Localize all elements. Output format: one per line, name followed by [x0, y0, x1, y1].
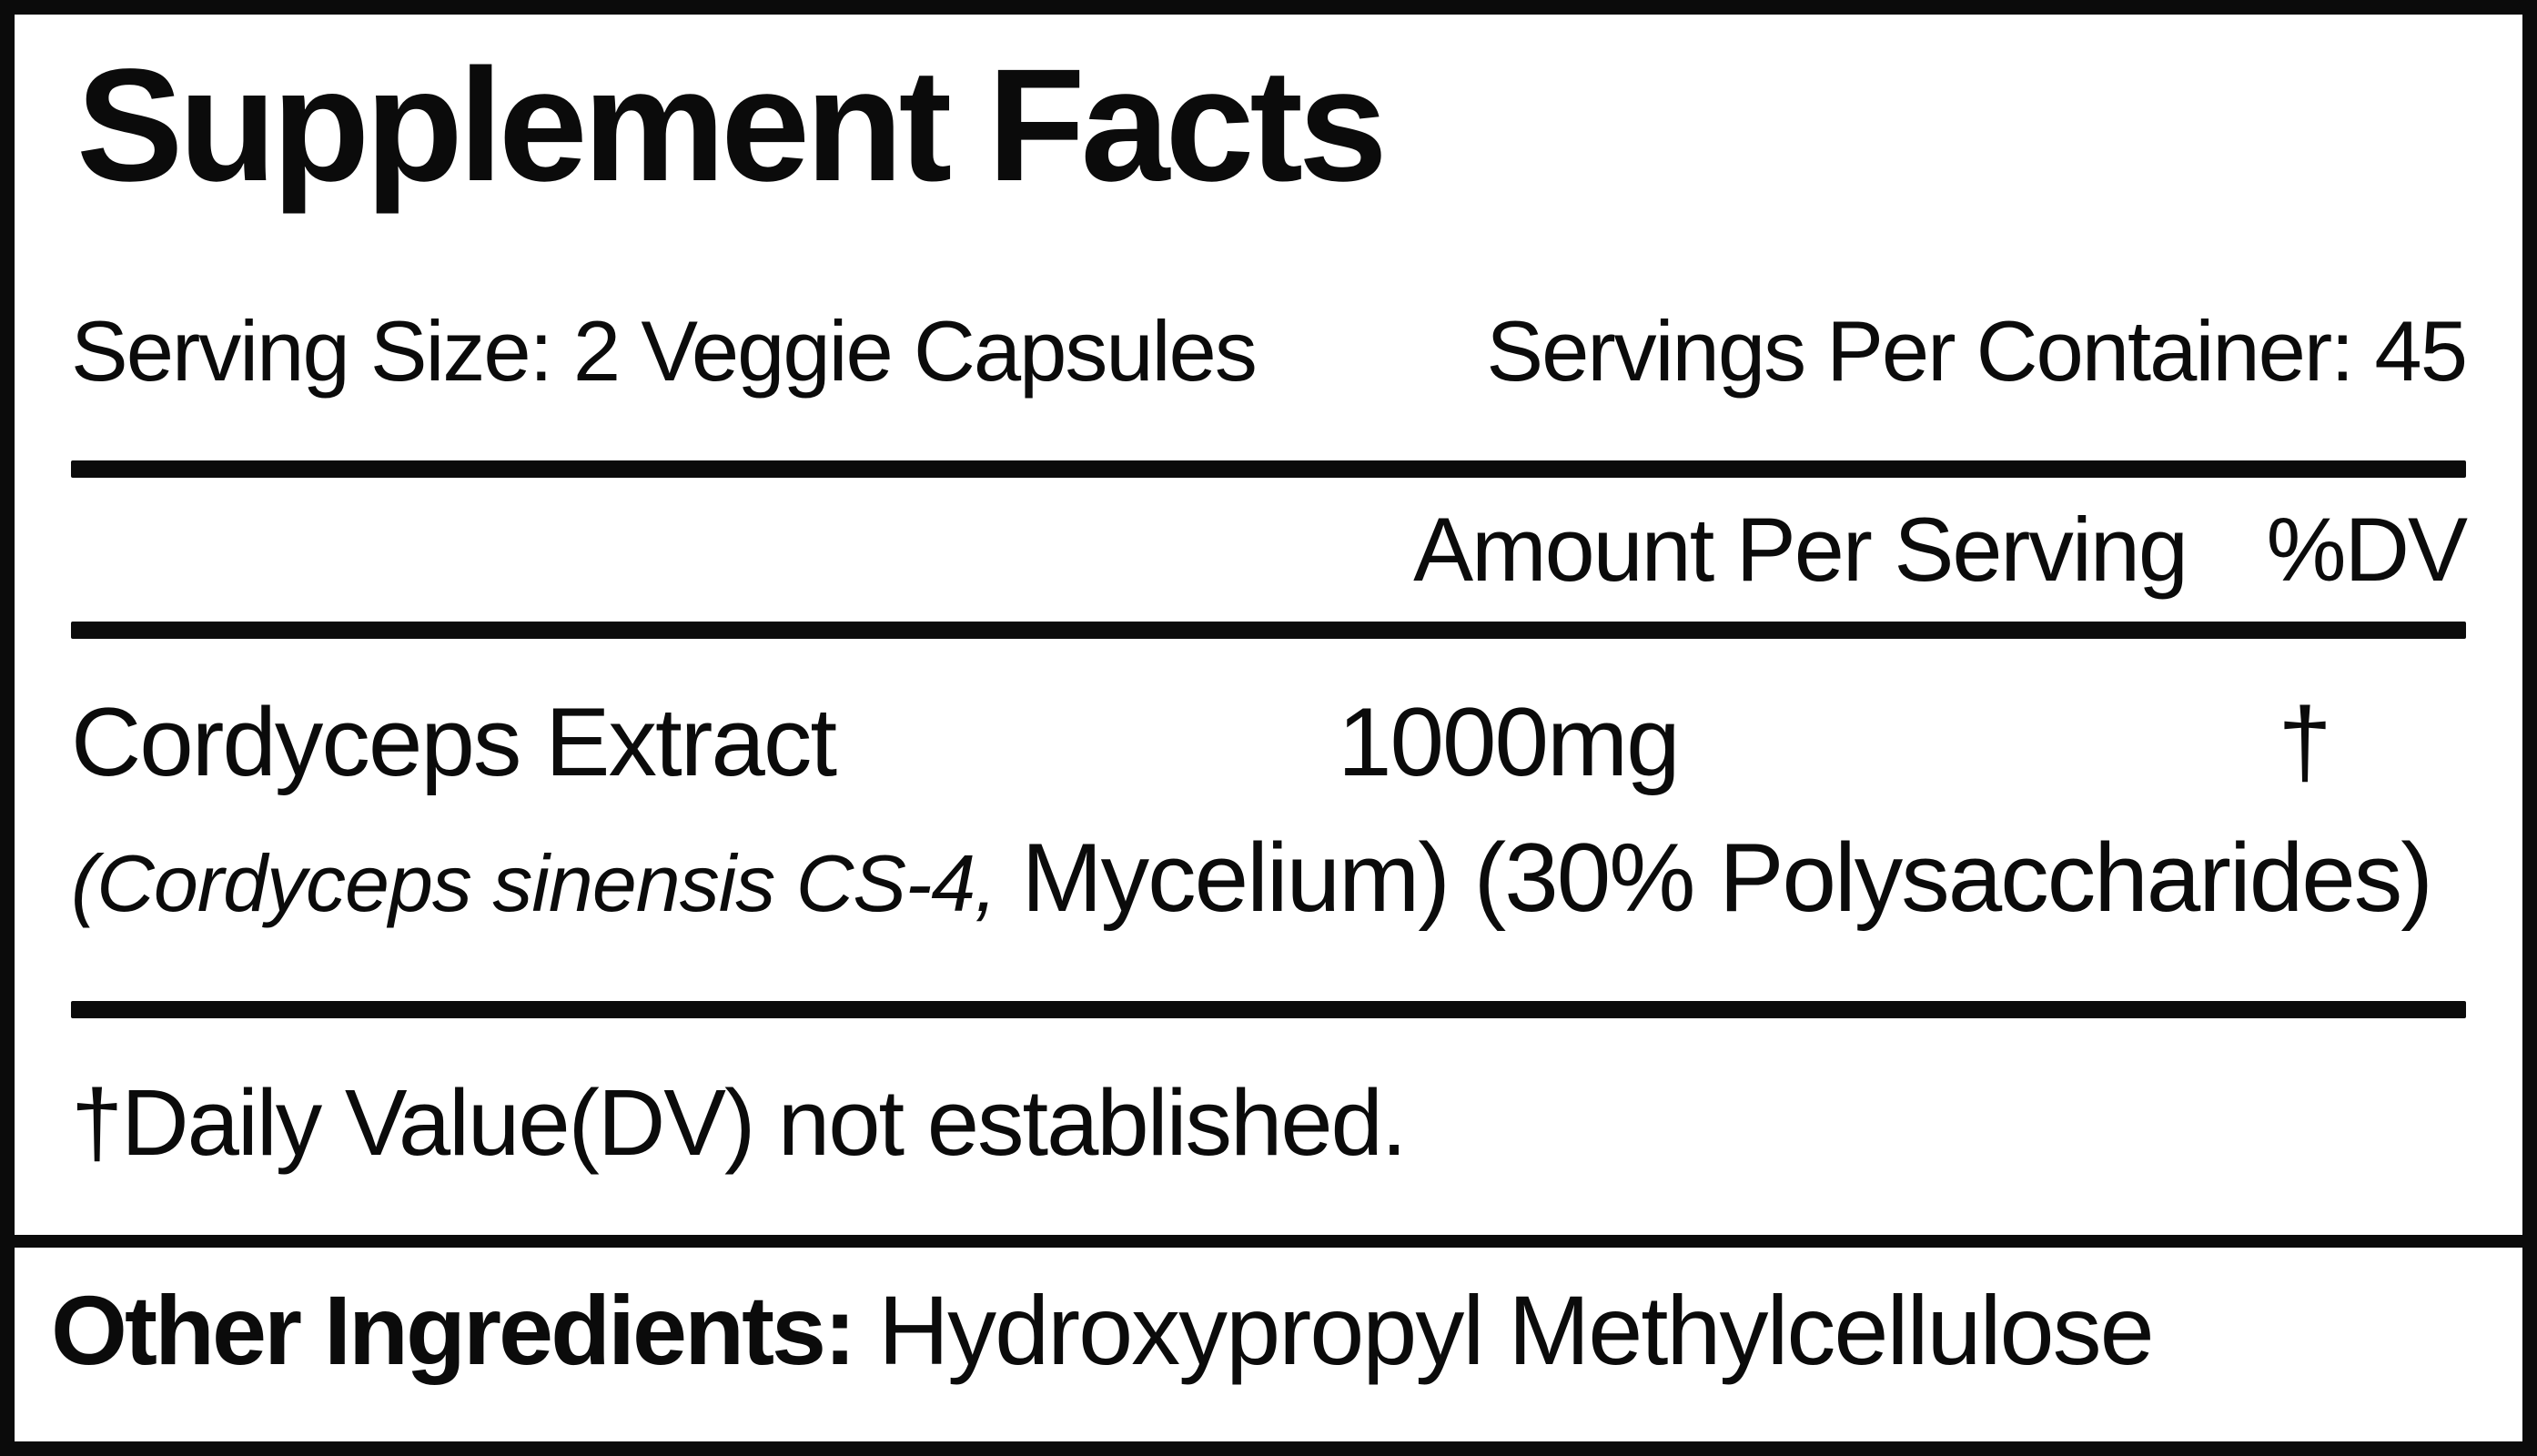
ingredient-name: Cordyceps Extract	[71, 686, 836, 796]
column-header-row	[71, 498, 2466, 602]
page-title: Supplement Facts	[76, 36, 1383, 215]
facts-panel	[15, 15, 2522, 1235]
ingredient-row	[71, 686, 2466, 798]
other-ingredients-value: Hydroxypropyl Methylcellulose	[878, 1275, 2153, 1385]
thick-rule-header	[71, 622, 2466, 639]
dv-symbol: †	[2278, 686, 2330, 796]
amount-per-serving-header: Amount Per Serving	[1413, 498, 2187, 600]
dv-header: %DV	[2266, 498, 2466, 600]
serving-size: Serving Size: 2 Veggie Capsules	[71, 302, 1256, 399]
ingredient-detail-regular: Mycelium) (30% Polysaccharides)	[1021, 822, 2431, 932]
daily-value-footnote: †Daily Value(DV) not established.	[71, 1069, 1406, 1175]
other-ingredients-section	[15, 1235, 2522, 1441]
ingredient-amount: 1000mg	[1338, 686, 1679, 796]
other-ingredients-label: Other Ingredients:	[51, 1275, 879, 1385]
serving-info-row	[71, 302, 2466, 400]
thick-rule-bottom	[71, 1001, 2466, 1018]
thick-rule-top	[71, 460, 2466, 478]
ingredient-detail-italic: (Cordyceps sinensis CS-4,	[71, 837, 996, 928]
servings-per-container: Servings Per Container: 45	[1486, 302, 2466, 399]
ingredient-detail	[71, 822, 2466, 934]
